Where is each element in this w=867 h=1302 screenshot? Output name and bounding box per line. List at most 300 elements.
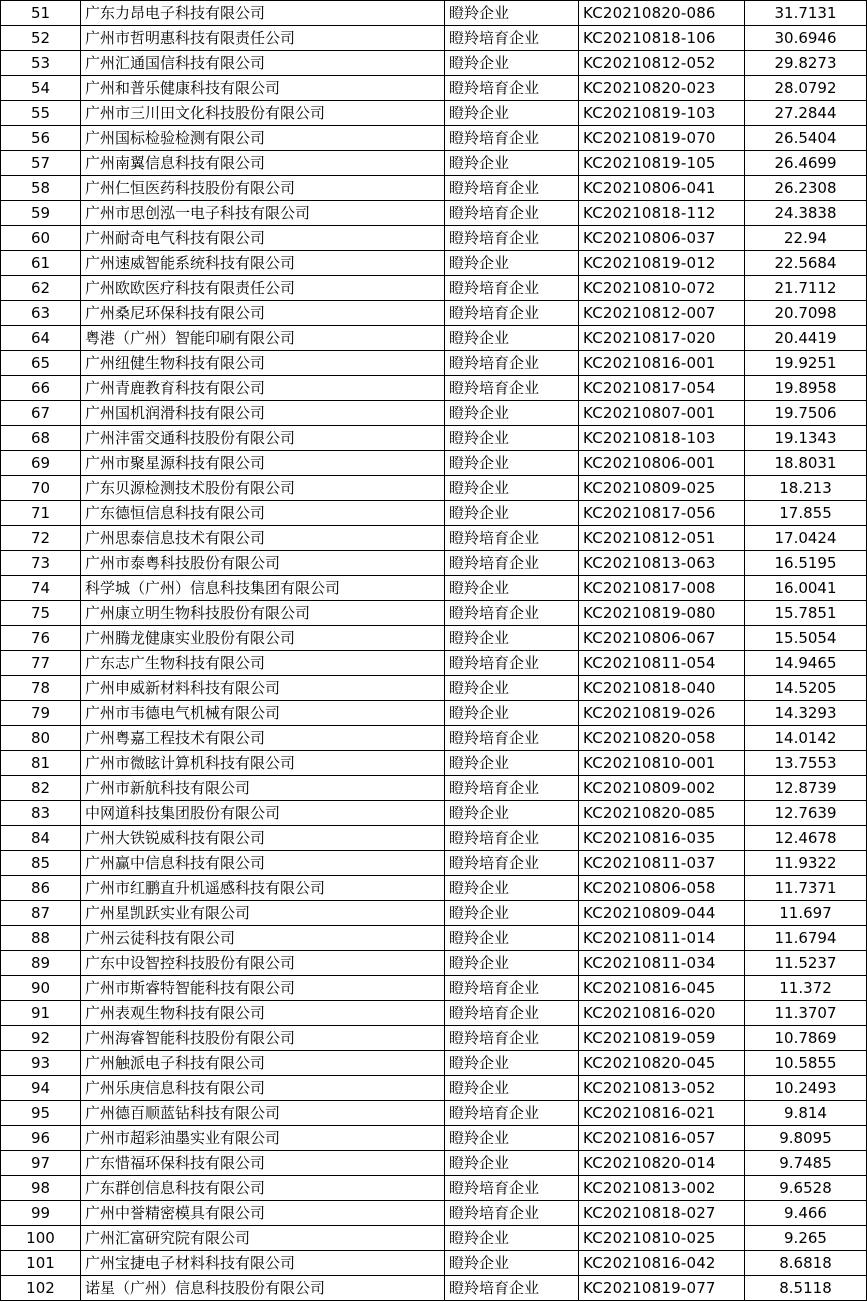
- row-number: 82: [1, 776, 81, 801]
- application-code: KC20210819-103: [579, 101, 745, 126]
- table-row: [1, 626, 867, 651]
- company-name: 广州宝捷电子材料科技有限公司: [81, 1251, 445, 1276]
- enterprise-type: 瞪羚企业: [445, 1251, 579, 1276]
- row-number: 53: [1, 51, 81, 76]
- company-name: 广东志广生物科技有限公司: [81, 651, 445, 676]
- score-value: 22.94: [745, 226, 867, 251]
- enterprise-type: 瞪羚培育企业: [445, 126, 579, 151]
- enterprise-type: 瞪羚企业: [445, 476, 579, 501]
- row-number: 63: [1, 301, 81, 326]
- enterprise-type: 瞪羚企业: [445, 701, 579, 726]
- application-code: KC20210816-042: [579, 1251, 745, 1276]
- company-name: 广州大铁锐威科技有限公司: [81, 826, 445, 851]
- company-name: 广州星凯跃实业有限公司: [81, 901, 445, 926]
- score-value: 26.4699: [745, 151, 867, 176]
- company-name: 广州赢中信息科技有限公司: [81, 851, 445, 876]
- enterprise-type: 瞪羚企业: [445, 1151, 579, 1176]
- company-name: 广州粤嘉工程技术有限公司: [81, 726, 445, 751]
- table-row: [1, 101, 867, 126]
- score-value: 11.697: [745, 901, 867, 926]
- score-value: 11.9322: [745, 851, 867, 876]
- company-name: 广州国机润滑科技有限公司: [81, 401, 445, 426]
- score-value: 16.0041: [745, 576, 867, 601]
- enterprise-type: 瞪羚培育企业: [445, 1276, 579, 1301]
- score-value: 15.7851: [745, 601, 867, 626]
- row-number: 83: [1, 801, 81, 826]
- application-code: KC20210820-058: [579, 726, 745, 751]
- row-number: 92: [1, 1026, 81, 1051]
- row-number: 55: [1, 101, 81, 126]
- company-name: 广州耐奇电气科技有限公司: [81, 226, 445, 251]
- score-value: 11.3707: [745, 1001, 867, 1026]
- enterprise-type: 瞪羚企业: [445, 876, 579, 901]
- score-value: 17.855: [745, 501, 867, 526]
- row-number: 89: [1, 951, 81, 976]
- company-name: 广州申威新材料科技有限公司: [81, 676, 445, 701]
- row-number: 60: [1, 226, 81, 251]
- application-code: KC20210818-112: [579, 201, 745, 226]
- application-code: KC20210819-012: [579, 251, 745, 276]
- company-name: 广州和普乐健康科技有限公司: [81, 76, 445, 101]
- company-name: 中网道科技集团股份有限公司: [81, 801, 445, 826]
- company-name: 广州云徒科技有限公司: [81, 926, 445, 951]
- application-code: KC20210806-067: [579, 626, 745, 651]
- application-code: KC20210813-002: [579, 1176, 745, 1201]
- enterprise-type: 瞪羚企业: [445, 1, 579, 26]
- company-name: 广州汇富研究院有限公司: [81, 1226, 445, 1251]
- enterprise-type: 瞪羚培育企业: [445, 26, 579, 51]
- enterprise-type: 瞪羚企业: [445, 576, 579, 601]
- enterprise-type: 瞪羚培育企业: [445, 776, 579, 801]
- table-row: [1, 301, 867, 326]
- application-code: KC20210813-063: [579, 551, 745, 576]
- table-row: [1, 1051, 867, 1076]
- score-value: 10.5855: [745, 1051, 867, 1076]
- row-number: 78: [1, 676, 81, 701]
- application-code: KC20210809-025: [579, 476, 745, 501]
- score-value: 19.7506: [745, 401, 867, 426]
- company-name: 广州市斯睿特智能科技有限公司: [81, 976, 445, 1001]
- row-number: 58: [1, 176, 81, 201]
- enterprise-type: 瞪羚企业: [445, 501, 579, 526]
- table-row: [1, 1026, 867, 1051]
- score-value: 31.7131: [745, 1, 867, 26]
- company-name: 广州市哲明惠科技有限责任公司: [81, 26, 445, 51]
- application-code: KC20210816-045: [579, 976, 745, 1001]
- application-code: KC20210820-014: [579, 1151, 745, 1176]
- enterprise-type: 瞪羚培育企业: [445, 601, 579, 626]
- company-name: 广州腾龙健康实业股份有限公司: [81, 626, 445, 651]
- row-number: 87: [1, 901, 81, 926]
- application-code: KC20210816-021: [579, 1101, 745, 1126]
- application-code: KC20210807-001: [579, 401, 745, 426]
- company-name: 广州中誉精密模具有限公司: [81, 1201, 445, 1226]
- table-row: [1, 151, 867, 176]
- table-row: [1, 401, 867, 426]
- row-number: 57: [1, 151, 81, 176]
- table-row: [1, 326, 867, 351]
- application-code: KC20210819-080: [579, 601, 745, 626]
- table-row: [1, 451, 867, 476]
- application-code: KC20210811-034: [579, 951, 745, 976]
- application-code: KC20210819-077: [579, 1276, 745, 1301]
- application-code: KC20210809-044: [579, 901, 745, 926]
- enterprise-type: 瞪羚培育企业: [445, 826, 579, 851]
- score-value: 11.5237: [745, 951, 867, 976]
- table-row: [1, 501, 867, 526]
- table-row: [1, 976, 867, 1001]
- table-row: [1, 1226, 867, 1251]
- enterprise-type: 瞪羚培育企业: [445, 1101, 579, 1126]
- enterprise-type: 瞪羚企业: [445, 151, 579, 176]
- company-name: 广州乐庚信息科技有限公司: [81, 1076, 445, 1101]
- company-name: 广州市红鹏直升机遥感科技有限公司: [81, 876, 445, 901]
- row-number: 80: [1, 726, 81, 751]
- table-row: [1, 826, 867, 851]
- table-row: [1, 276, 867, 301]
- application-code: KC20210810-025: [579, 1226, 745, 1251]
- row-number: 88: [1, 926, 81, 951]
- table-row: [1, 851, 867, 876]
- row-number: 77: [1, 651, 81, 676]
- company-name: 广东惜福环保科技有限公司: [81, 1151, 445, 1176]
- score-value: 14.3293: [745, 701, 867, 726]
- application-code: KC20210820-023: [579, 76, 745, 101]
- row-number: 95: [1, 1101, 81, 1126]
- table-row: [1, 376, 867, 401]
- score-value: 24.3838: [745, 201, 867, 226]
- company-name: 广州速威智能系统科技有限公司: [81, 251, 445, 276]
- row-number: 90: [1, 976, 81, 1001]
- row-number: 64: [1, 326, 81, 351]
- application-code: KC20210818-103: [579, 426, 745, 451]
- enterprise-type: 瞪羚企业: [445, 251, 579, 276]
- enterprise-type: 瞪羚培育企业: [445, 526, 579, 551]
- enterprise-type: 瞪羚培育企业: [445, 726, 579, 751]
- table-row: [1, 1101, 867, 1126]
- table-row: [1, 601, 867, 626]
- score-value: 9.6528: [745, 1176, 867, 1201]
- enterprise-type: 瞪羚培育企业: [445, 76, 579, 101]
- company-name: 广州市聚星源科技有限公司: [81, 451, 445, 476]
- score-value: 9.265: [745, 1226, 867, 1251]
- company-name: 广州国标检验检测有限公司: [81, 126, 445, 151]
- score-value: 14.5205: [745, 676, 867, 701]
- row-number: 93: [1, 1051, 81, 1076]
- table-row: [1, 651, 867, 676]
- application-code: KC20210816-020: [579, 1001, 745, 1026]
- table-row: [1, 776, 867, 801]
- score-value: 18.213: [745, 476, 867, 501]
- table-body: [1, 1, 867, 1301]
- row-number: 72: [1, 526, 81, 551]
- company-name: 诺星（广州）信息科技股份有限公司: [81, 1276, 445, 1301]
- table-row: [1, 1201, 867, 1226]
- company-name: 广州市微眩计算机科技有限公司: [81, 751, 445, 776]
- score-value: 10.2493: [745, 1076, 867, 1101]
- score-value: 13.7553: [745, 751, 867, 776]
- enterprise-type: 瞪羚企业: [445, 626, 579, 651]
- row-number: 99: [1, 1201, 81, 1226]
- enterprise-type: 瞪羚企业: [445, 326, 579, 351]
- application-code: KC20210812-007: [579, 301, 745, 326]
- application-code: KC20210818-027: [579, 1201, 745, 1226]
- score-value: 12.4678: [745, 826, 867, 851]
- score-value: 12.8739: [745, 776, 867, 801]
- enterprise-type: 瞪羚培育企业: [445, 651, 579, 676]
- application-code: KC20210819-059: [579, 1026, 745, 1051]
- application-code: KC20210812-052: [579, 51, 745, 76]
- enterprise-type: 瞪羚培育企业: [445, 976, 579, 1001]
- row-number: 75: [1, 601, 81, 626]
- application-code: KC20210817-056: [579, 501, 745, 526]
- table-row: [1, 551, 867, 576]
- row-number: 86: [1, 876, 81, 901]
- company-name: 广州海睿智能科技股份有限公司: [81, 1026, 445, 1051]
- row-number: 52: [1, 26, 81, 51]
- row-number: 67: [1, 401, 81, 426]
- application-code: KC20210817-020: [579, 326, 745, 351]
- application-code: KC20210816-001: [579, 351, 745, 376]
- score-value: 11.7371: [745, 876, 867, 901]
- score-value: 11.6794: [745, 926, 867, 951]
- score-value: 12.7639: [745, 801, 867, 826]
- score-value: 22.5684: [745, 251, 867, 276]
- enterprise-type: 瞪羚企业: [445, 401, 579, 426]
- row-number: 73: [1, 551, 81, 576]
- company-name: 广州市超彩油墨实业有限公司: [81, 1126, 445, 1151]
- company-name: 广州市新航科技有限公司: [81, 776, 445, 801]
- table-row: [1, 26, 867, 51]
- row-number: 84: [1, 826, 81, 851]
- score-value: 9.466: [745, 1201, 867, 1226]
- company-name: 广州康立明生物科技股份有限公司: [81, 601, 445, 626]
- application-code: KC20210812-051: [579, 526, 745, 551]
- enterprise-type: 瞪羚企业: [445, 801, 579, 826]
- table-row: [1, 51, 867, 76]
- enterprise-type: 瞪羚培育企业: [445, 1176, 579, 1201]
- row-number: 81: [1, 751, 81, 776]
- table-row: [1, 676, 867, 701]
- score-value: 9.814: [745, 1101, 867, 1126]
- application-code: KC20210819-105: [579, 151, 745, 176]
- score-value: 26.2308: [745, 176, 867, 201]
- table-row: [1, 351, 867, 376]
- score-value: 8.6818: [745, 1251, 867, 1276]
- company-name: 广州市泰粤科技股份有限公司: [81, 551, 445, 576]
- row-number: 59: [1, 201, 81, 226]
- company-name: 广东德恒信息科技有限公司: [81, 501, 445, 526]
- score-value: 19.9251: [745, 351, 867, 376]
- score-value: 10.7869: [745, 1026, 867, 1051]
- score-value: 19.1343: [745, 426, 867, 451]
- enterprise-type: 瞪羚培育企业: [445, 1001, 579, 1026]
- table-row: [1, 1276, 867, 1301]
- score-value: 17.0424: [745, 526, 867, 551]
- enterprise-type: 瞪羚企业: [445, 1126, 579, 1151]
- enterprise-type: 瞪羚企业: [445, 451, 579, 476]
- enterprise-type: 瞪羚企业: [445, 926, 579, 951]
- score-value: 29.8273: [745, 51, 867, 76]
- enterprise-type: 瞪羚培育企业: [445, 1026, 579, 1051]
- row-number: 65: [1, 351, 81, 376]
- score-value: 9.7485: [745, 1151, 867, 1176]
- row-number: 62: [1, 276, 81, 301]
- enterprise-type: 瞪羚培育企业: [445, 176, 579, 201]
- table-row: [1, 926, 867, 951]
- row-number: 56: [1, 126, 81, 151]
- score-value: 19.8958: [745, 376, 867, 401]
- row-number: 98: [1, 1176, 81, 1201]
- row-number: 74: [1, 576, 81, 601]
- row-number: 85: [1, 851, 81, 876]
- company-name: 广州触派电子科技有限公司: [81, 1051, 445, 1076]
- row-number: 71: [1, 501, 81, 526]
- enterprise-type: 瞪羚企业: [445, 676, 579, 701]
- enterprise-type: 瞪羚企业: [445, 101, 579, 126]
- company-name: 广州纽健生物科技有限公司: [81, 351, 445, 376]
- table-row: [1, 1176, 867, 1201]
- score-value: 20.4419: [745, 326, 867, 351]
- company-name: 广州表观生物科技有限公司: [81, 1001, 445, 1026]
- score-value: 8.5118: [745, 1276, 867, 1301]
- table-row: [1, 226, 867, 251]
- table-row: [1, 751, 867, 776]
- row-number: 96: [1, 1126, 81, 1151]
- row-number: 91: [1, 1001, 81, 1026]
- application-code: KC20210820-086: [579, 1, 745, 26]
- company-name: 科学城（广州）信息科技集团有限公司: [81, 576, 445, 601]
- row-number: 68: [1, 426, 81, 451]
- table-row: [1, 1151, 867, 1176]
- application-code: KC20210806-041: [579, 176, 745, 201]
- table-row: [1, 1076, 867, 1101]
- row-number: 54: [1, 76, 81, 101]
- table-row: [1, 726, 867, 751]
- application-code: KC20210819-070: [579, 126, 745, 151]
- score-value: 30.6946: [745, 26, 867, 51]
- score-value: 16.5195: [745, 551, 867, 576]
- application-code: KC20210806-058: [579, 876, 745, 901]
- enterprise-type: 瞪羚培育企业: [445, 1201, 579, 1226]
- company-name: 广东群创信息科技有限公司: [81, 1176, 445, 1201]
- enterprise-type: 瞪羚企业: [445, 1226, 579, 1251]
- table-row: [1, 576, 867, 601]
- row-number: 101: [1, 1251, 81, 1276]
- enterprise-type: 瞪羚培育企业: [445, 301, 579, 326]
- company-name: 广州青鹿教育科技有限公司: [81, 376, 445, 401]
- row-number: 94: [1, 1076, 81, 1101]
- table-row: [1, 901, 867, 926]
- table-row: [1, 1126, 867, 1151]
- company-name: 广州南翼信息科技有限公司: [81, 151, 445, 176]
- score-value: 11.372: [745, 976, 867, 1001]
- enterprise-type: 瞪羚培育企业: [445, 376, 579, 401]
- row-number: 97: [1, 1151, 81, 1176]
- application-code: KC20210813-052: [579, 1076, 745, 1101]
- company-name: 广州仁恒医药科技股份有限公司: [81, 176, 445, 201]
- application-code: KC20210817-008: [579, 576, 745, 601]
- enterprise-type: 瞪羚企业: [445, 1051, 579, 1076]
- row-number: 69: [1, 451, 81, 476]
- application-code: KC20210811-014: [579, 926, 745, 951]
- row-number: 51: [1, 1, 81, 26]
- score-value: 20.7098: [745, 301, 867, 326]
- application-code: KC20210817-054: [579, 376, 745, 401]
- company-name: 广州德百顺蓝钻科技有限公司: [81, 1101, 445, 1126]
- row-number: 61: [1, 251, 81, 276]
- application-code: KC20210816-057: [579, 1126, 745, 1151]
- table-row: [1, 76, 867, 101]
- table-row: [1, 426, 867, 451]
- company-name: 广州市韦德电气机械有限公司: [81, 701, 445, 726]
- row-number: 66: [1, 376, 81, 401]
- enterprise-type: 瞪羚企业: [445, 1076, 579, 1101]
- company-name: 广州市思创泓一电子科技有限公司: [81, 201, 445, 226]
- enterprise-type: 瞪羚培育企业: [445, 851, 579, 876]
- table-row: [1, 176, 867, 201]
- score-value: 27.2844: [745, 101, 867, 126]
- company-name: 广东中设智控科技股份有限公司: [81, 951, 445, 976]
- company-name: 广州思泰信息技术有限公司: [81, 526, 445, 551]
- enterprise-type: 瞪羚企业: [445, 951, 579, 976]
- row-number: 79: [1, 701, 81, 726]
- enterprise-type: 瞪羚企业: [445, 51, 579, 76]
- company-name: 广州桑尼环保科技有限公司: [81, 301, 445, 326]
- company-name: 广州欧欧医疗科技有限责任公司: [81, 276, 445, 301]
- table-row: [1, 251, 867, 276]
- table-row: [1, 876, 867, 901]
- enterprise-type: 瞪羚培育企业: [445, 276, 579, 301]
- application-code: KC20210820-045: [579, 1051, 745, 1076]
- table-row: [1, 526, 867, 551]
- application-code: KC20210810-072: [579, 276, 745, 301]
- row-number: 100: [1, 1226, 81, 1251]
- row-number: 102: [1, 1276, 81, 1301]
- table-row: [1, 1251, 867, 1276]
- application-code: KC20210819-026: [579, 701, 745, 726]
- company-name: 广州市三川田文化科技股份有限公司: [81, 101, 445, 126]
- row-number: 76: [1, 626, 81, 651]
- table-row: [1, 1001, 867, 1026]
- company-name: 广东力昂电子科技有限公司: [81, 1, 445, 26]
- application-code: KC20210811-054: [579, 651, 745, 676]
- enterprise-type: 瞪羚培育企业: [445, 351, 579, 376]
- table-row: [1, 126, 867, 151]
- company-name: 广州沣雷交通科技股份有限公司: [81, 426, 445, 451]
- score-value: 26.5404: [745, 126, 867, 151]
- enterprise-type: 瞪羚培育企业: [445, 551, 579, 576]
- company-name: 广州汇通国信科技有限公司: [81, 51, 445, 76]
- score-value: 28.0792: [745, 76, 867, 101]
- score-value: 14.9465: [745, 651, 867, 676]
- score-value: 21.7112: [745, 276, 867, 301]
- row-number: 70: [1, 476, 81, 501]
- table-row: [1, 1, 867, 26]
- table-row: [1, 801, 867, 826]
- application-code: KC20210818-040: [579, 676, 745, 701]
- application-code: KC20210820-085: [579, 801, 745, 826]
- application-code: KC20210806-001: [579, 451, 745, 476]
- table-row: [1, 476, 867, 501]
- enterprise-type: 瞪羚培育企业: [445, 201, 579, 226]
- application-code: KC20210810-001: [579, 751, 745, 776]
- table-row: [1, 201, 867, 226]
- table-row: [1, 701, 867, 726]
- score-value: 14.0142: [745, 726, 867, 751]
- enterprise-type: 瞪羚企业: [445, 751, 579, 776]
- company-name: 广东贝源检测技术股份有限公司: [81, 476, 445, 501]
